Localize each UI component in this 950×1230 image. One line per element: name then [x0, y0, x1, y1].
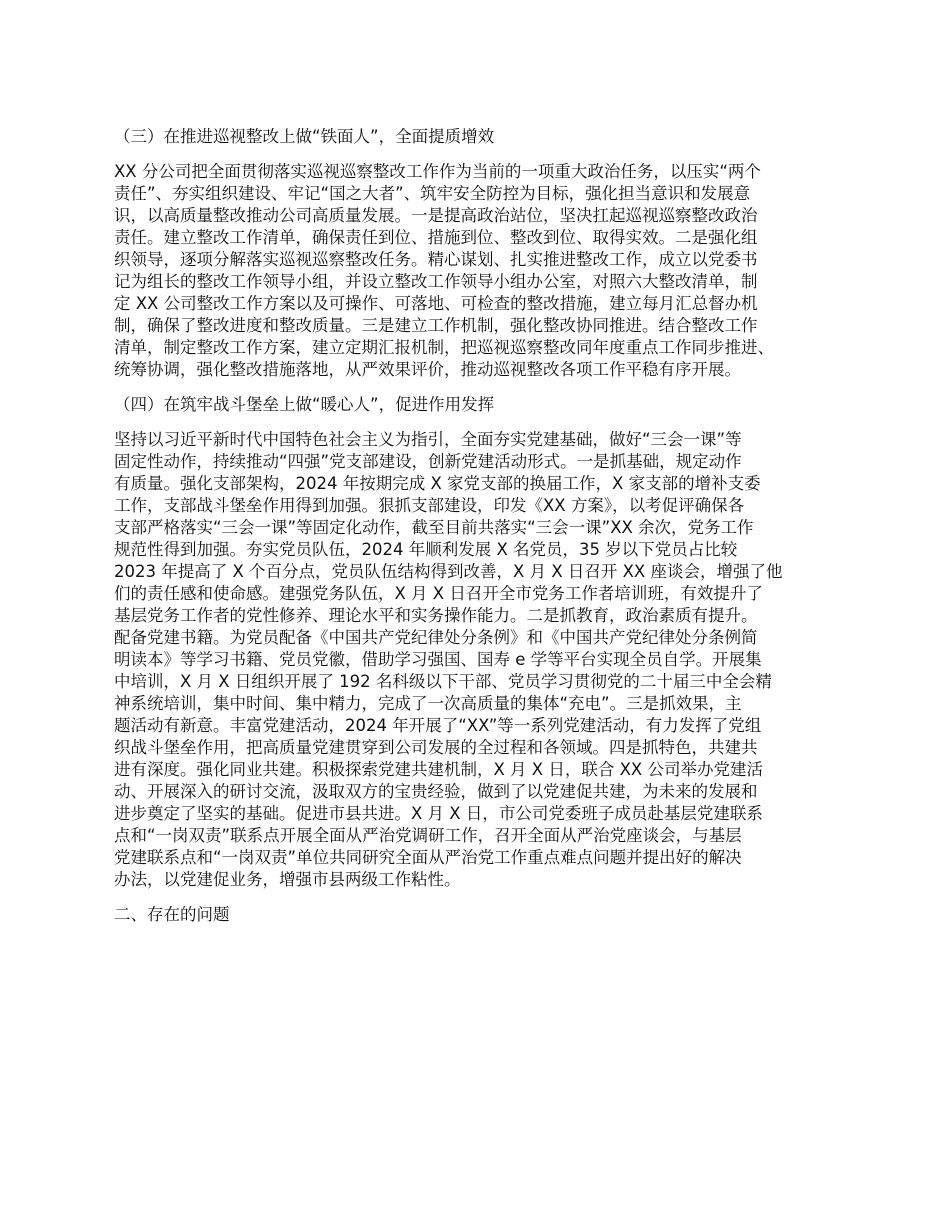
text-line: 点和“一岗双责”联系点开展全面从严治党调研工作，召开全面从严治党座谈会，与基层 — [114, 826, 742, 845]
text-line: 动、开展深入的研讨交流，汲取双方的宝贵经验，做到了以党建促共建，为未来的发展和 — [114, 782, 758, 801]
text-line: 明读本》等学习书籍、党员党徽，借助学习强国、国寿 e 学等平台实现全员自学。开展集 — [114, 650, 762, 669]
section-heading-4: （四）在筑牢战斗堡垒上做“暖心人”，促进作用发挥 — [114, 395, 495, 414]
text-line: 神系统培训，集中时间、集中精力，完成了一次高质量的集体“充电”。三是抓效果，主 — [114, 694, 742, 713]
text-line: 制，确保了整改进度和整改质量。三是建立工作机制，强化整改协同推进。结合整改工作 — [114, 316, 758, 335]
text-line: 定 XX 公司整改工作方案以及可操作、可落地、可检查的整改措施，建立每月汇总督办机 — [114, 294, 758, 313]
text-line: 责任”、夯实组织建设、牢记“国之大者”、筑牢安全防控为目标，强化担当意识和发展意 — [114, 184, 751, 203]
text-line: 责任。建立整改工作清单，确保责任到位、措施到位、整改到位、取得实效。二是强化组 — [114, 228, 758, 247]
text-line: 织领导，逐项分解落实巡视巡察整改任务。精心谋划、扎实推进整改工作，成立以党委书 — [114, 250, 758, 269]
text-line: 织战斗堡垒作用，把高质量党建贯穿到公司发展的全过程和各领域。四是抓特色，共建共 — [114, 738, 758, 757]
text-line: 有质量。强化支部架构，2024 年按期完成 X 家党支部的换届工作，X 家支部的增补支委 — [114, 474, 761, 493]
text-line: 配备党建书籍。为党员配备《中国共产党纪律处分条例》和《中国共产党纪律处分条例简 — [114, 628, 758, 647]
text-line: 2023 年提高了 X 个百分点，党员队伍结构得到改善，X 月 X 日召开 XX 座谈会，增强了他 — [114, 562, 783, 581]
text-line: 党建联系点和“一岗双责”单位共同研究全面从严治党工作重点难点问题并提出好的解决 — [114, 848, 742, 867]
text-line: 办法，以党建促业务，增强市县两级工作粘性。 — [114, 870, 461, 889]
section-heading-3: （三）在推进巡视整改上做“铁面人”，全面提质增效 — [114, 127, 495, 146]
text-line: 统筹协调，强化整改措施落地，从严效果评价，推动巡视整改各项工作平稳有序开展。 — [114, 360, 741, 379]
text-line: 基层党务工作者的党性修养、理论水平和实务操作能力。二是抓教育，政治素质有提升。 — [114, 606, 758, 625]
text-line: 进有深度。强化同业共建。积极探索党建共建机制，X 月 X 日，联合 XX 公司举办党建活 — [114, 760, 763, 779]
text-line: 清单，制定整改工作方案，建立定期汇报机制，把巡视巡察整改同年度重点工作同步推进、 — [114, 338, 774, 357]
text-line: XX 分公司把全面贯彻落实巡视巡察整改工作作为当前的一项重大政治任务，以压实“两个 — [114, 162, 761, 181]
text-line: 们的责任感和使命感。建强党务队伍，X 月 X 日召开全市党务工作者培训班，有效提升了 — [114, 584, 763, 603]
document-page — [114, 126, 854, 939]
text-line: 记为组长的整改工作领导小组，并设立整改工作领导小组办公室，对照六大整改清单，制 — [114, 272, 758, 291]
text-line: 识，以高质量整改推动公司高质量发展。一是提高政治站位，坚决扛起巡视巡察整改政治 — [114, 206, 758, 225]
section-heading-problems: 二、存在的问题 — [114, 905, 230, 924]
text-line: 规范性得到加强。夯实党员队伍，2024 年顺利发展 X 名党员，35 岁以下党员占比较 — [114, 540, 738, 559]
text-line: 固定性动作，持续推动“四强”党支部建设，创新党建活动形式。一是抓基础，规定动作 — [114, 452, 742, 471]
text-line: 支部严格落实“三会一课”等固定化动作，截至目前共落实“三会一课”XX 余次，党务工作 — [114, 518, 754, 537]
text-line: 坚持以习近平新时代中国特色社会主义为指引，全面夯实党建基础，做好“三会一课”等 — [114, 430, 742, 449]
text-line: 工作，支部战斗堡垒作用得到加强。狠抓支部建设，印发《XX 方案》，以考促评确保各 — [114, 496, 745, 515]
paragraph-rectification — [114, 161, 854, 381]
text-line: 题活动有新意。丰富党建活动，2024 年开展了“XX”等一系列党建活动，有力发挥了党组 — [114, 716, 762, 735]
paragraph-party-building — [114, 429, 854, 891]
text-line: 中培训，X 月 X 日组织开展了 192 名科级以下干部、党员学习贯彻党的二十届三中全会精 — [114, 672, 772, 691]
text-line: 进步奠定了坚实的基础。促进市县共进。X 月 X 日，市公司党委班子成员赴基层党建联系 — [114, 804, 763, 823]
